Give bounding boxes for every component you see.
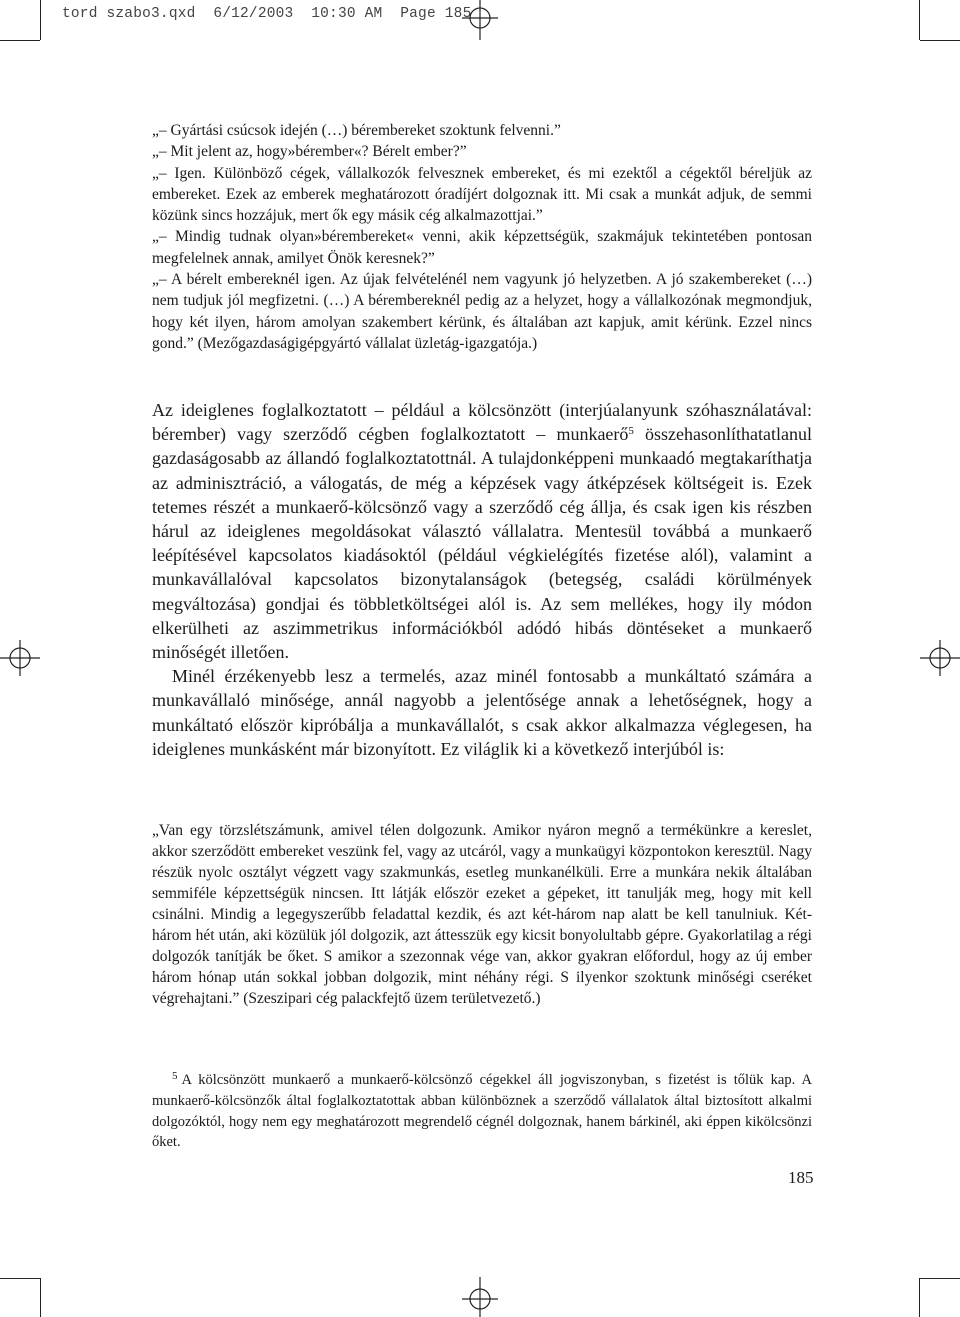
registration-mark-right: [920, 640, 960, 676]
quote-line: „– Mit jelent az, hogy»bérember«? Bérelt ember?”: [152, 143, 467, 161]
trim-mark: [920, 1278, 960, 1279]
trim-mark: [40, 1278, 41, 1317]
trim-mark: [920, 40, 960, 41]
interview-quote-2: [152, 820, 812, 1009]
body-text: [152, 398, 812, 761]
trim-mark: [919, 0, 920, 40]
quote-line: „– Mindig tudnak olyan»bérembereket« venni, akik képzettségük, szakmájuk tekintetében pontosan megfelelnek annak, amilyet Önök keresnek?”: [152, 228, 812, 267]
quote-line: „– Gyártási csúcsok idején (…) bérembereket szoktunk felvenni.”: [152, 122, 561, 139]
body-paragraph-2: Minél érzékenyebb lesz a termelés, azaz minél fontosabb a munkáltató számára a munkavállaló minősége, annál nagyobb a jelentősége annak a lehetőségnek, hogy a munkáltató először kipróbálja a munkavállalót, s csak akkor alkalmazza véglegesen, ha ideiglenes munkásként már bizonyított. Ez világlik ki a következő interjúból is:: [152, 666, 812, 759]
trim-mark: [919, 1278, 920, 1317]
footnote-number: 5: [172, 1070, 178, 1082]
trim-mark: [0, 1278, 40, 1279]
quote-line: „– Igen. Különböző cégek, vállalkozók felvesznek embereket, és mi ezektől a cégektől béreljük az embereket. Ezek az emberek meghatározott óradíjért dolgoznak itt. Mi csak a munkát adjuk, de semmi közünk sincs hozzájuk, mert ők egy másik cég alkalmazottjai.”: [152, 164, 812, 225]
slug-line: tord szabo3.qxd 6/12/2003 10:30 AM Page 185: [62, 6, 472, 22]
interview-quote-1: [152, 120, 812, 354]
body-paragraph-1: Az ideiglenes foglalkoztatott – például a kölcsönzött (interjúalanyunk szóhasználatával: bérember) vagy szerződő cégben foglalkoztatott – munkaerő$^5$ összehasonlíthatatlanul gazdaságosabb az állandó foglalkoztatottnál. A tulajdonképpeni munkaadó megtakaríthatja az adminisztráció, a válogatás, de még a képzések vagy átképzések költségeit is. Ezek tetemes részét a munkaerő-kölcsönző vagy a szerződő cég állja, és csak igen kis részben hárul az ideiglenes megoldásokat választó vállalatra. Mentesül továbbá a munkaerő leépítésével kapcsolatos kiadásoktól (például végkielégítés fizetése alól), valamint a munkavállalóval kapcsolatos bizonytalanságok (betegség, családi körülmények megváltozása) gondjai és többletköltségei alól is. Az sem mellékes, hogy ily módon elkerülheti az aszimmetrikus információkból adódó hibás döntéseket a munkaerő minőségét illetően.: [152, 400, 812, 663]
trim-mark: [0, 40, 40, 41]
footnote: [152, 1070, 812, 1152]
quote-paragraph: „Van egy törzslétszámunk, amivel télen dolgozunk. Amikor nyáron megnő a termékünkre a kereslet, akkor szerződött embereket veszünk fel, vagy az utcáról, vagy a munkaügyi központokon keresztül. Nagy részük nyolc osztályt végzett vagy szakmunkás, esetleg munkanélküli. Erre a munkára nekik általában semmiféle képzettségük nincsen. Itt látják először ezeket a gépeket, itt tanulják meg, hogy mit kell csinálni. Mindig a legegyszerűbb feladattal kezdik, és azt két-három nap alatt be kell tanulniuk. Két-három hét után, aki közülük jól dolgozik, azt áttesszük egy kicsit bonyolultabb gépre. Gyakorlatilag a régi dolgozók tanítják be őket. S amikor a szezonnak vége van, akkor gyakran előfordul, hogy az új ember három hónap után sokkal jobban dolgozik, mint néhány régi. S ilyenkor szoktunk minőségi cseréket végrehajtani.” (Szeszipari cég palackfejtő üzem területvezető.): [152, 822, 812, 1007]
registration-mark-top: [462, 0, 498, 40]
footnote-ref: 5: [628, 425, 634, 438]
registration-mark-bottom: [462, 1277, 498, 1317]
registration-mark-left: [0, 640, 40, 676]
footnote-text: A kölcsönzött munkaerő a munkaerő-kölcsönző cégekkel áll jogviszonyban, s fizetést is tőlük kap. A munkaerő-kölcsönzők által foglalkoztatottak abban különböznek a szerződő vállalatok által biztosított alkalmi dolgozóktól, hogy nem egy meghatározott megrendelő cégnél dolgoznak, hanem bárkinél, aki éppen kikölcsönzi őket.: [152, 1072, 812, 1150]
quote-line: „– A bérelt embereknél igen. Az újak felvételénél nem vagyunk jó helyzetben. A jó szakembereket (…) nem tudjuk jól megfizetni. (…) A bérembereknél pedig az a helyzet, hogy a vállalkozónak megmondjuk, hogy két ilyen, három amolyan szakembert kérünk, és általában azt kapjuk, amit kérünk. Ezzel nincs gond.” (Mezőgazdaságigépgyártó vállalat üzletág-igazgatója.): [152, 271, 812, 352]
trim-mark: [40, 0, 41, 40]
page-number: 185: [788, 1168, 814, 1187]
